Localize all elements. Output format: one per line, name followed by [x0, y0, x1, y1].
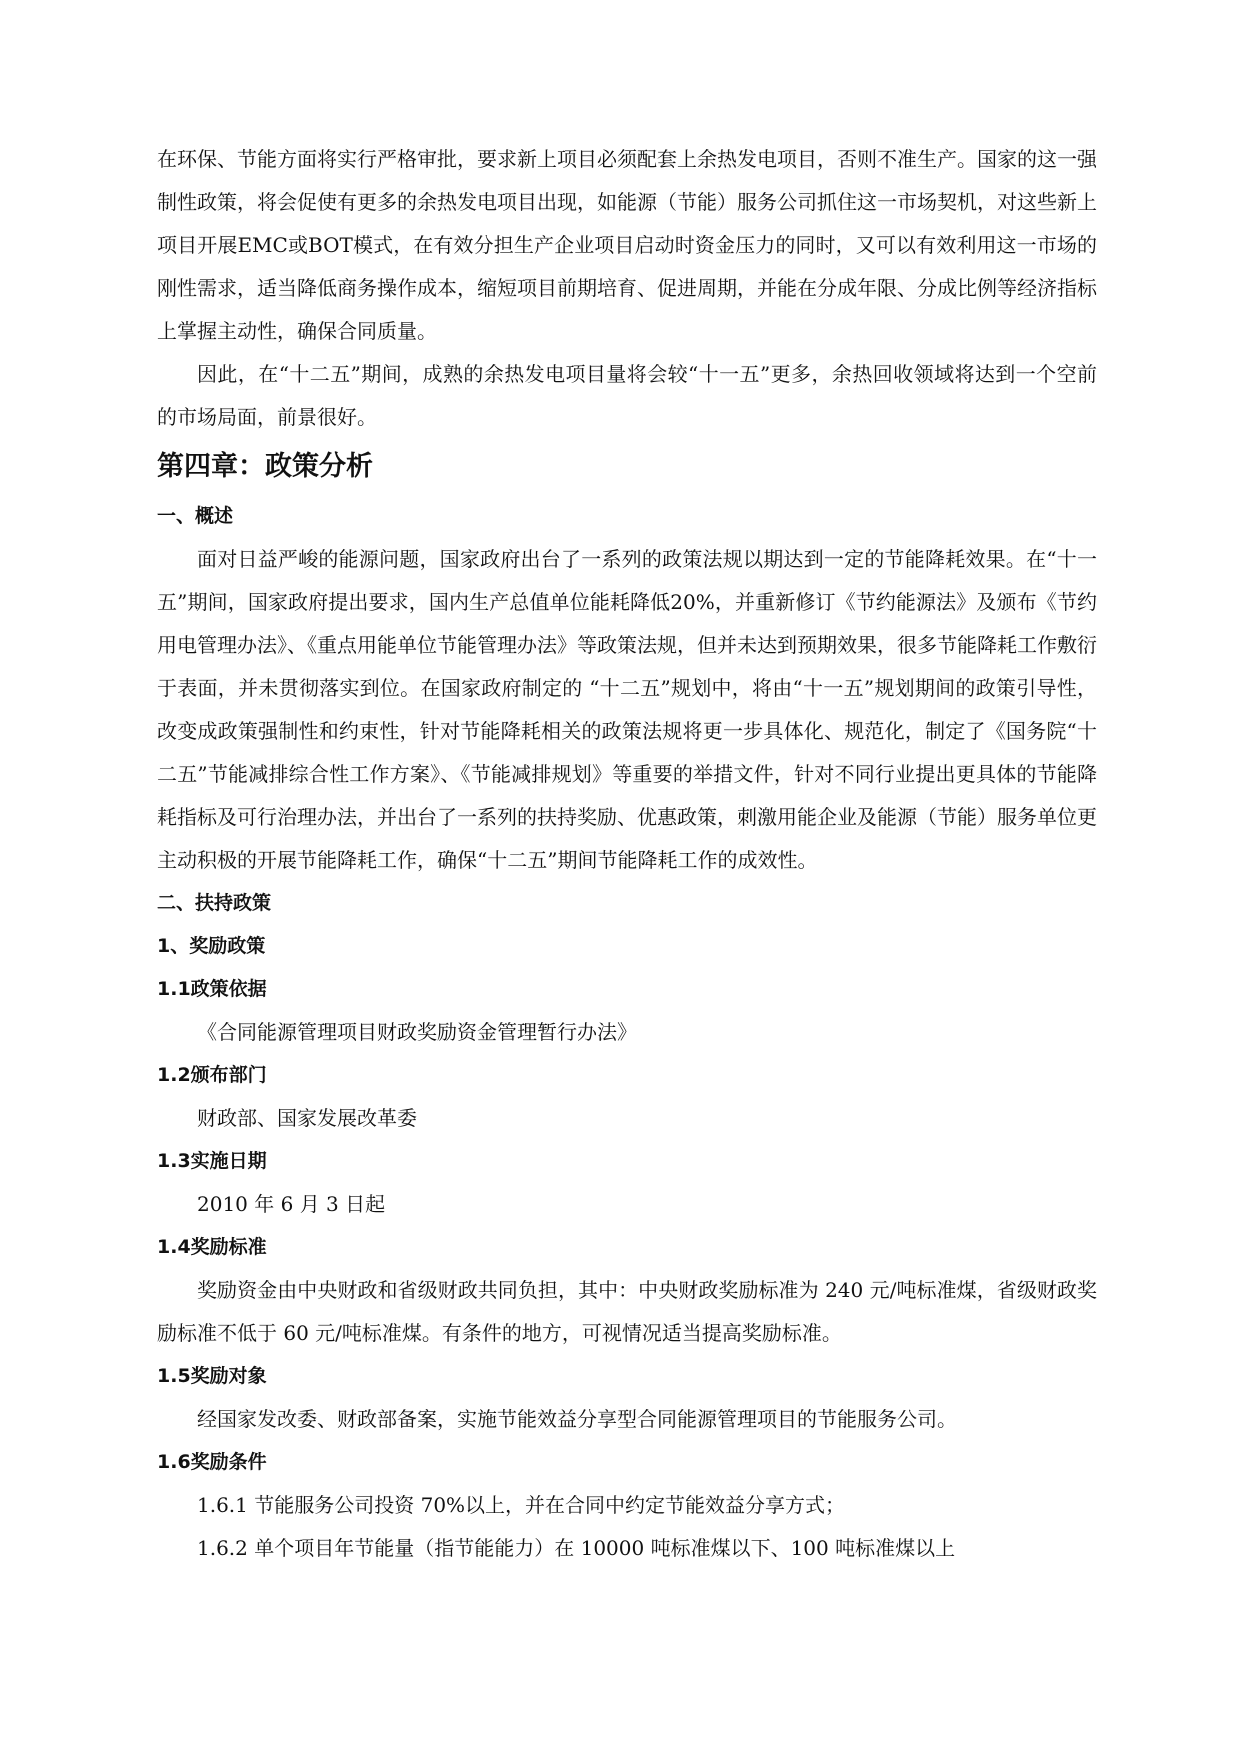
overview-paragraph: 面对日益严峻的能源问题，国家政府出台了一系列的政策法规以期达到一定的节能降耗效果。在“十一五”期间，国家政府提出要求，国内生产总值单位能耗降低20%，并重新修订《节约能源法》及颁布《节约用电管理办法》、《重点用能单位节能管理办法》等政策法规，但并未达到预期效果，很多节能降耗工作敷衍于表面，并未贯彻落实到位。在国家政府制定的 “十二五”规划中，将由“十一五”规划期间的政策引导性，改变成政策强制性和约束性，针对节能降耗相关的政策法规将更一步具体化、规范化，制定了《国务院“十二五”节能减排综合性工作方案》、《节能减排规划》等重要的举措文件，针对不同行业提出更具体的节能降耗指标及可行治理办法，并出台了一系列的扶持奖励、优惠政策，刺激用能企业及能源（节能）服务单位更主动积极的开展节能降耗工作，确保“十二五”期间节能降耗工作的成效性。: [157, 547, 1097, 872]
text-condition-2: 1.6.2 单个项目年节能量（指节能能力）在 10000 吨标准煤以下、100 吨标准煤以上: [197, 1536, 956, 1560]
section-heading-support-policy: 二、扶持政策: [157, 892, 272, 914]
text-issuing-department: 财政部、国家发展改革委: [197, 1106, 417, 1130]
intro-paragraph-2: 因此，在“十二五”期间，成熟的余热发电项目量将会较“十一五”更多，余热回收领域将达到一个空前的市场局面，前景很好。: [157, 362, 1097, 429]
chapter-title: 第四章：政策分析: [157, 451, 373, 482]
heading-reward-standard: 1.4奖励标准: [157, 1236, 267, 1258]
heading-issuing-department: 1.2颁布部门: [157, 1064, 267, 1086]
heading-effective-date: 1.3实施日期: [157, 1150, 267, 1172]
text-reward-standard: 奖励资金由中央财政和省级财政共同负担，其中：中央财政奖励标准为 240 元/吨标准煤，省级财政奖励标准不低于 60 元/吨标准煤。有条件的地方，可视情况适当提高奖励标准。: [157, 1278, 1097, 1345]
text-effective-date: 2010 年 6 月 3 日起: [197, 1192, 386, 1216]
heading-reward-target: 1.5奖励对象: [157, 1365, 267, 1387]
section-heading-overview: 一、概述: [157, 505, 234, 527]
text-reward-target: 经国家发改委、财政部备案，实施节能效益分享型合同能源管理项目的节能服务公司。: [197, 1407, 957, 1431]
intro-paragraph-1: 在环保、节能方面将实行严格审批，要求新上项目必须配套上余热发电项目，否则不准生产。国家的这一强制性政策，将会促使有更多的余热发电项目出现，如能源（节能）服务公司抓住这一市场契机，对这些新上项目开展EMC或BOT模式，在有效分担生产企业项目启动时资金压力的同时，又可以有效利用这一市场的刚性需求，适当降低商务操作成本，缩短项目前期培育、促进周期，并能在分成年限、分成比例等经济指标上掌握主动性，确保合同质量。: [157, 147, 1097, 343]
heading-policy-basis: 1.1政策依据: [157, 978, 267, 1000]
text-policy-basis: 《合同能源管理项目财政奖励资金管理暂行办法》: [197, 1020, 637, 1044]
text-condition-1: 1.6.1 节能服务公司投资 70%以上，并在合同中约定节能效益分享方式；: [197, 1493, 846, 1517]
document-page: [157, 138, 1097, 1570]
subsection-heading-reward-policy: 1、奖励政策: [157, 935, 266, 957]
heading-reward-conditions: 1.6奖励条件: [157, 1451, 267, 1473]
